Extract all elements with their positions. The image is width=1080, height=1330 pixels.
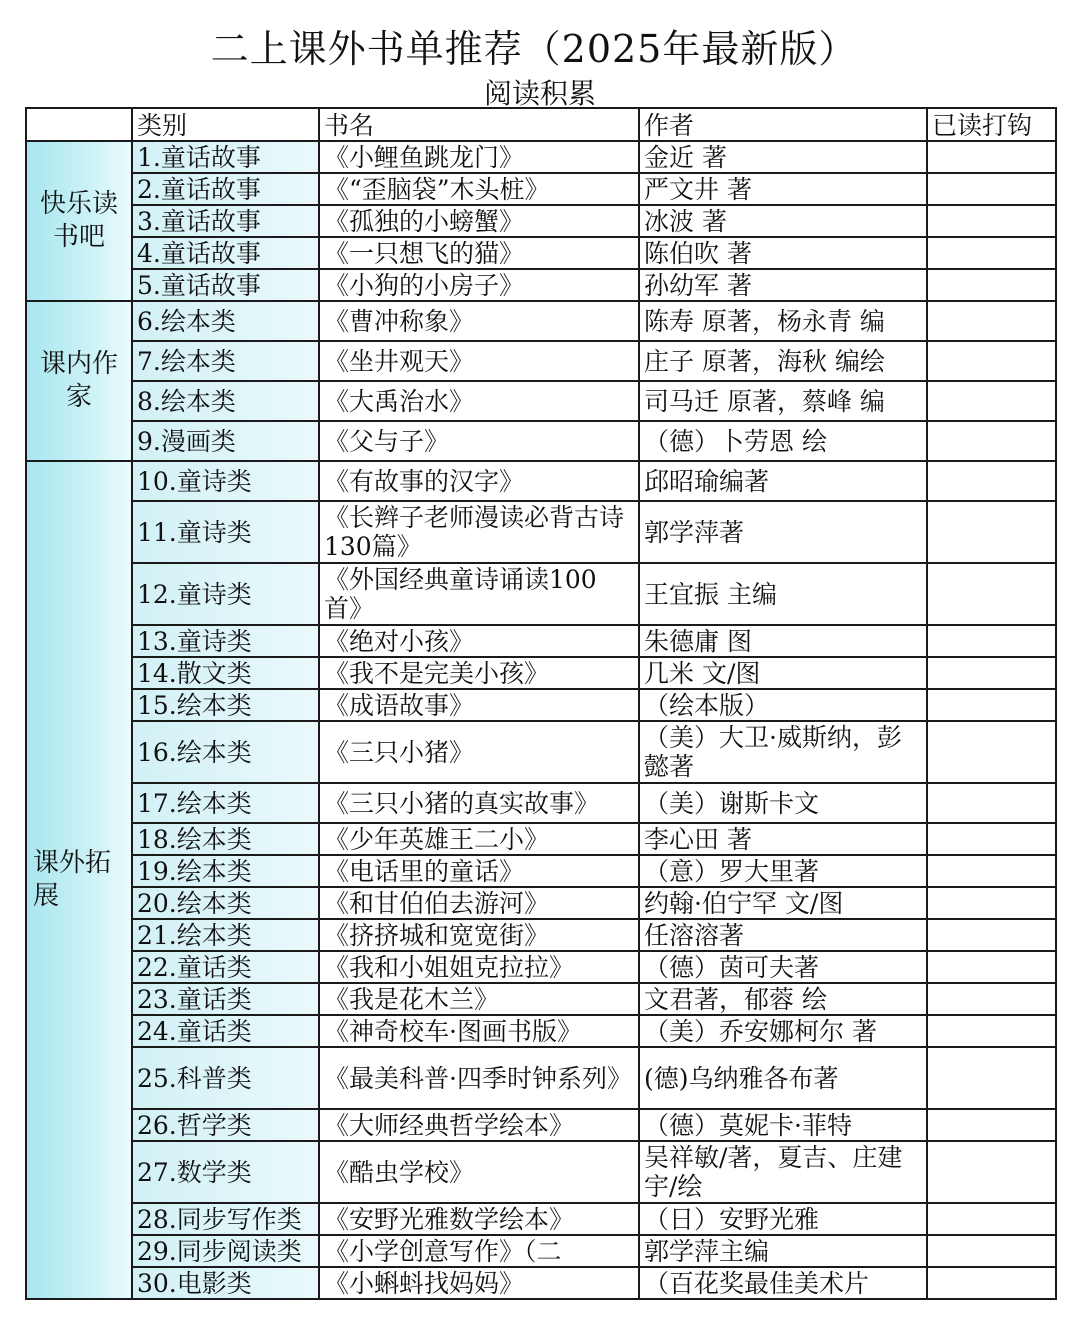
table-row xyxy=(26,1267,1056,1299)
book-title-cell: 《长辫子老师漫读必背古诗130篇》 xyxy=(319,501,639,563)
author-cell: （意）罗大里著 xyxy=(639,855,927,887)
book-title-cell: 《大禹治水》 xyxy=(319,381,639,421)
book-title-cell: 《成语故事》 xyxy=(319,689,639,721)
read-checkbox-cell[interactable] xyxy=(927,625,1056,657)
read-checkbox-cell[interactable] xyxy=(927,381,1056,421)
author-cell: 郭学萍著 xyxy=(639,501,927,563)
book-title-cell: 《一只想飞的猫》 xyxy=(319,237,639,269)
table-row xyxy=(26,689,1056,721)
author-cell: 朱德庸 图 xyxy=(639,625,927,657)
category-cell: 5.童话故事 xyxy=(132,269,319,301)
book-title-cell: 《小鲤鱼跳龙门》 xyxy=(319,141,639,173)
author-cell: 约翰·伯宁罕 文/图 xyxy=(639,887,927,919)
author-cell: 司马迁 原著，蔡峰 编 xyxy=(639,381,927,421)
table-row xyxy=(26,1015,1056,1047)
table-row xyxy=(26,983,1056,1015)
table-row xyxy=(26,919,1056,951)
category-cell: 4.童话故事 xyxy=(132,237,319,269)
read-checkbox-cell[interactable] xyxy=(927,1203,1056,1235)
category-cell: 2.童话故事 xyxy=(132,173,319,205)
book-title-cell: 《曹冲称象》 xyxy=(319,301,639,341)
header-category: 类别 xyxy=(132,108,319,141)
read-checkbox-cell[interactable] xyxy=(927,689,1056,721)
category-cell: 29.同步阅读类 xyxy=(132,1235,319,1267)
table-row xyxy=(26,783,1056,823)
author-cell: （百花奖最佳美术片 xyxy=(639,1267,927,1299)
book-title-cell: 《我和小姐姐克拉拉》 xyxy=(319,951,639,983)
author-cell: 陈寿 原著，杨永青 编 xyxy=(639,301,927,341)
read-checkbox-cell[interactable] xyxy=(927,1235,1056,1267)
read-checkbox-cell[interactable] xyxy=(927,237,1056,269)
group-cell: 课外拓展 xyxy=(26,461,132,1299)
page-subtitle: 阅读积累 xyxy=(483,77,596,110)
book-title-cell: 《我不是完美小孩》 xyxy=(319,657,639,689)
read-checkbox-cell[interactable] xyxy=(927,919,1056,951)
table-row xyxy=(26,421,1056,461)
author-cell: 陈伯吹 著 xyxy=(639,237,927,269)
author-cell: （美）谢斯卡文 xyxy=(639,783,927,823)
read-checkbox-cell[interactable] xyxy=(927,141,1056,173)
category-cell: 14.散文类 xyxy=(132,657,319,689)
table-row xyxy=(26,657,1056,689)
author-cell: 几米 文/图 xyxy=(639,657,927,689)
header-author: 作者 xyxy=(639,108,927,141)
table-row xyxy=(26,1109,1056,1141)
read-checkbox-cell[interactable] xyxy=(927,205,1056,237)
book-title-cell: 《酷虫学校》 xyxy=(319,1141,639,1203)
category-cell: 17.绘本类 xyxy=(132,783,319,823)
read-checkbox-cell[interactable] xyxy=(927,341,1056,381)
category-cell: 10.童诗类 xyxy=(132,461,319,501)
category-cell: 11.童诗类 xyxy=(132,501,319,563)
read-checkbox-cell[interactable] xyxy=(927,855,1056,887)
table-row xyxy=(26,1203,1056,1235)
table-row xyxy=(26,951,1056,983)
table-row xyxy=(26,461,1056,501)
book-title-cell: 《小狗的小房子》 xyxy=(319,269,639,301)
header-row xyxy=(26,108,1056,141)
author-cell: 邱昭瑜编著 xyxy=(639,461,927,501)
category-cell: 27.数学类 xyxy=(132,1141,319,1203)
author-cell: 庄子 原著，海秋 编绘 xyxy=(639,341,927,381)
table-row xyxy=(26,173,1056,205)
category-cell: 15.绘本类 xyxy=(132,689,319,721)
table-row xyxy=(26,563,1056,625)
category-cell: 23.童话类 xyxy=(132,983,319,1015)
author-cell: 任溶溶著 xyxy=(639,919,927,951)
author-cell: 王宜振 主编 xyxy=(639,563,927,625)
category-cell: 9.漫画类 xyxy=(132,421,319,461)
read-checkbox-cell[interactable] xyxy=(927,1109,1056,1141)
book-title-cell: 《孤独的小螃蟹》 xyxy=(319,205,639,237)
category-cell: 20.绘本类 xyxy=(132,887,319,919)
book-title-cell: 《父与子》 xyxy=(319,421,639,461)
book-title-cell: 《挤挤城和宽宽街》 xyxy=(319,919,639,951)
category-cell: 30.电影类 xyxy=(132,1267,319,1299)
book-title-cell: 《和甘伯伯去游河》 xyxy=(319,887,639,919)
category-cell: 26.哲学类 xyxy=(132,1109,319,1141)
category-cell: 24.童话类 xyxy=(132,1015,319,1047)
author-cell: 李心田 著 xyxy=(639,823,927,855)
category-cell: 7.绘本类 xyxy=(132,341,319,381)
category-cell: 1.童话故事 xyxy=(132,141,319,173)
book-title-cell: 《小蝌蚪找妈妈》 xyxy=(319,1267,639,1299)
book-title-cell: 《大师经典哲学绘本》 xyxy=(319,1109,639,1141)
author-cell: 文君著，郁蓉 绘 xyxy=(639,983,927,1015)
author-cell: 孙幼军 著 xyxy=(639,269,927,301)
book-title-cell: 《三只小猪》 xyxy=(319,721,639,783)
table-row xyxy=(26,269,1056,301)
header-read-check: 已读打钩 xyxy=(927,108,1056,141)
read-checkbox-cell[interactable] xyxy=(927,783,1056,823)
author-cell: （德）茵可夫著 xyxy=(639,951,927,983)
table-row xyxy=(26,381,1056,421)
read-checkbox-cell[interactable] xyxy=(927,563,1056,625)
book-title-cell: 《安野光雅数学绘本》 xyxy=(319,1203,639,1235)
table-row xyxy=(26,1235,1056,1267)
category-cell: 8.绘本类 xyxy=(132,381,319,421)
table-row xyxy=(26,301,1056,341)
group-cell: 课内作家 xyxy=(26,301,132,461)
category-cell: 12.童诗类 xyxy=(132,563,319,625)
author-cell: （美）乔安娜柯尔 著 xyxy=(639,1015,927,1047)
book-title-cell: 《神奇校车·图画书版》 xyxy=(319,1015,639,1047)
book-title-cell: 《外国经典童诗诵读100首》 xyxy=(319,563,639,625)
header-group-cell xyxy=(26,108,132,141)
book-title-cell: 《绝对小孩》 xyxy=(319,625,639,657)
book-title-cell: 《电话里的童话》 xyxy=(319,855,639,887)
table-row xyxy=(26,721,1056,783)
author-cell: （德）卜劳恩 绘 xyxy=(639,421,927,461)
category-cell: 25.科普类 xyxy=(132,1047,319,1109)
book-title-cell: 《有故事的汉字》 xyxy=(319,461,639,501)
table-row xyxy=(26,237,1056,269)
read-checkbox-cell[interactable] xyxy=(927,1047,1056,1109)
read-checkbox-cell[interactable] xyxy=(927,501,1056,563)
category-cell: 16.绘本类 xyxy=(132,721,319,783)
author-cell: （日）安野光雅 xyxy=(639,1203,927,1235)
book-title-cell: 《坐井观天》 xyxy=(319,341,639,381)
book-title-cell: 《少年英雄王二小》 xyxy=(319,823,639,855)
category-cell: 19.绘本类 xyxy=(132,855,319,887)
read-checkbox-cell[interactable] xyxy=(927,657,1056,689)
author-cell: （绘本版） xyxy=(639,689,927,721)
category-cell: 22.童话类 xyxy=(132,951,319,983)
read-checkbox-cell[interactable] xyxy=(927,301,1056,341)
author-cell: 郭学萍主编 xyxy=(639,1235,927,1267)
category-cell: 21.绘本类 xyxy=(132,919,319,951)
category-cell: 13.童诗类 xyxy=(132,625,319,657)
table-row xyxy=(26,855,1056,887)
book-list-table xyxy=(25,107,1057,1300)
author-cell: 严文井 著 xyxy=(639,173,927,205)
table-row xyxy=(26,1047,1056,1109)
category-cell: 6.绘本类 xyxy=(132,301,319,341)
author-cell: 冰波 著 xyxy=(639,205,927,237)
table-row xyxy=(26,1141,1056,1203)
category-cell: 3.童话故事 xyxy=(132,205,319,237)
read-checkbox-cell[interactable] xyxy=(927,1015,1056,1047)
read-checkbox-cell[interactable] xyxy=(927,983,1056,1015)
book-title-cell: 《最美科普·四季时钟系列》 xyxy=(319,1047,639,1109)
book-title-cell: 《“歪脑袋”木头桩》 xyxy=(319,173,639,205)
read-checkbox-cell[interactable] xyxy=(927,823,1056,855)
read-checkbox-cell[interactable] xyxy=(927,173,1056,205)
read-checkbox-cell[interactable] xyxy=(927,1267,1056,1299)
book-title-cell: 《我是花木兰》 xyxy=(319,983,639,1015)
read-checkbox-cell[interactable] xyxy=(927,269,1056,301)
read-checkbox-cell[interactable] xyxy=(927,421,1056,461)
table-row xyxy=(26,341,1056,381)
book-title-cell: 《三只小猪的真实故事》 xyxy=(319,783,639,823)
table-row xyxy=(26,205,1056,237)
category-cell: 18.绘本类 xyxy=(132,823,319,855)
category-cell: 28.同步写作类 xyxy=(132,1203,319,1235)
author-cell: （美）大卫·威斯纳，彭懿著 xyxy=(639,721,927,783)
table-row xyxy=(26,141,1056,173)
table-row xyxy=(26,501,1056,563)
author-cell: 金近 著 xyxy=(639,141,927,173)
read-checkbox-cell[interactable] xyxy=(927,1141,1056,1203)
author-cell: (德)乌纳雅各布著 xyxy=(639,1047,927,1109)
read-checkbox-cell[interactable] xyxy=(927,721,1056,783)
group-cell: 快乐读书吧 xyxy=(26,141,132,301)
page-title: 二上课外书单推荐（2025年最新版） xyxy=(210,27,858,71)
read-checkbox-cell[interactable] xyxy=(927,951,1056,983)
header-book-title: 书名 xyxy=(319,108,639,141)
author-cell: 吴祥敏/著，夏吉、庄建宇/绘 xyxy=(639,1141,927,1203)
table-row xyxy=(26,625,1056,657)
book-title-cell: 《小学创意写作》（二 xyxy=(319,1235,639,1267)
table-row xyxy=(26,887,1056,919)
author-cell: （德）莫妮卡·菲特 xyxy=(639,1109,927,1141)
read-checkbox-cell[interactable] xyxy=(927,461,1056,501)
table-row xyxy=(26,823,1056,855)
read-checkbox-cell[interactable] xyxy=(927,887,1056,919)
